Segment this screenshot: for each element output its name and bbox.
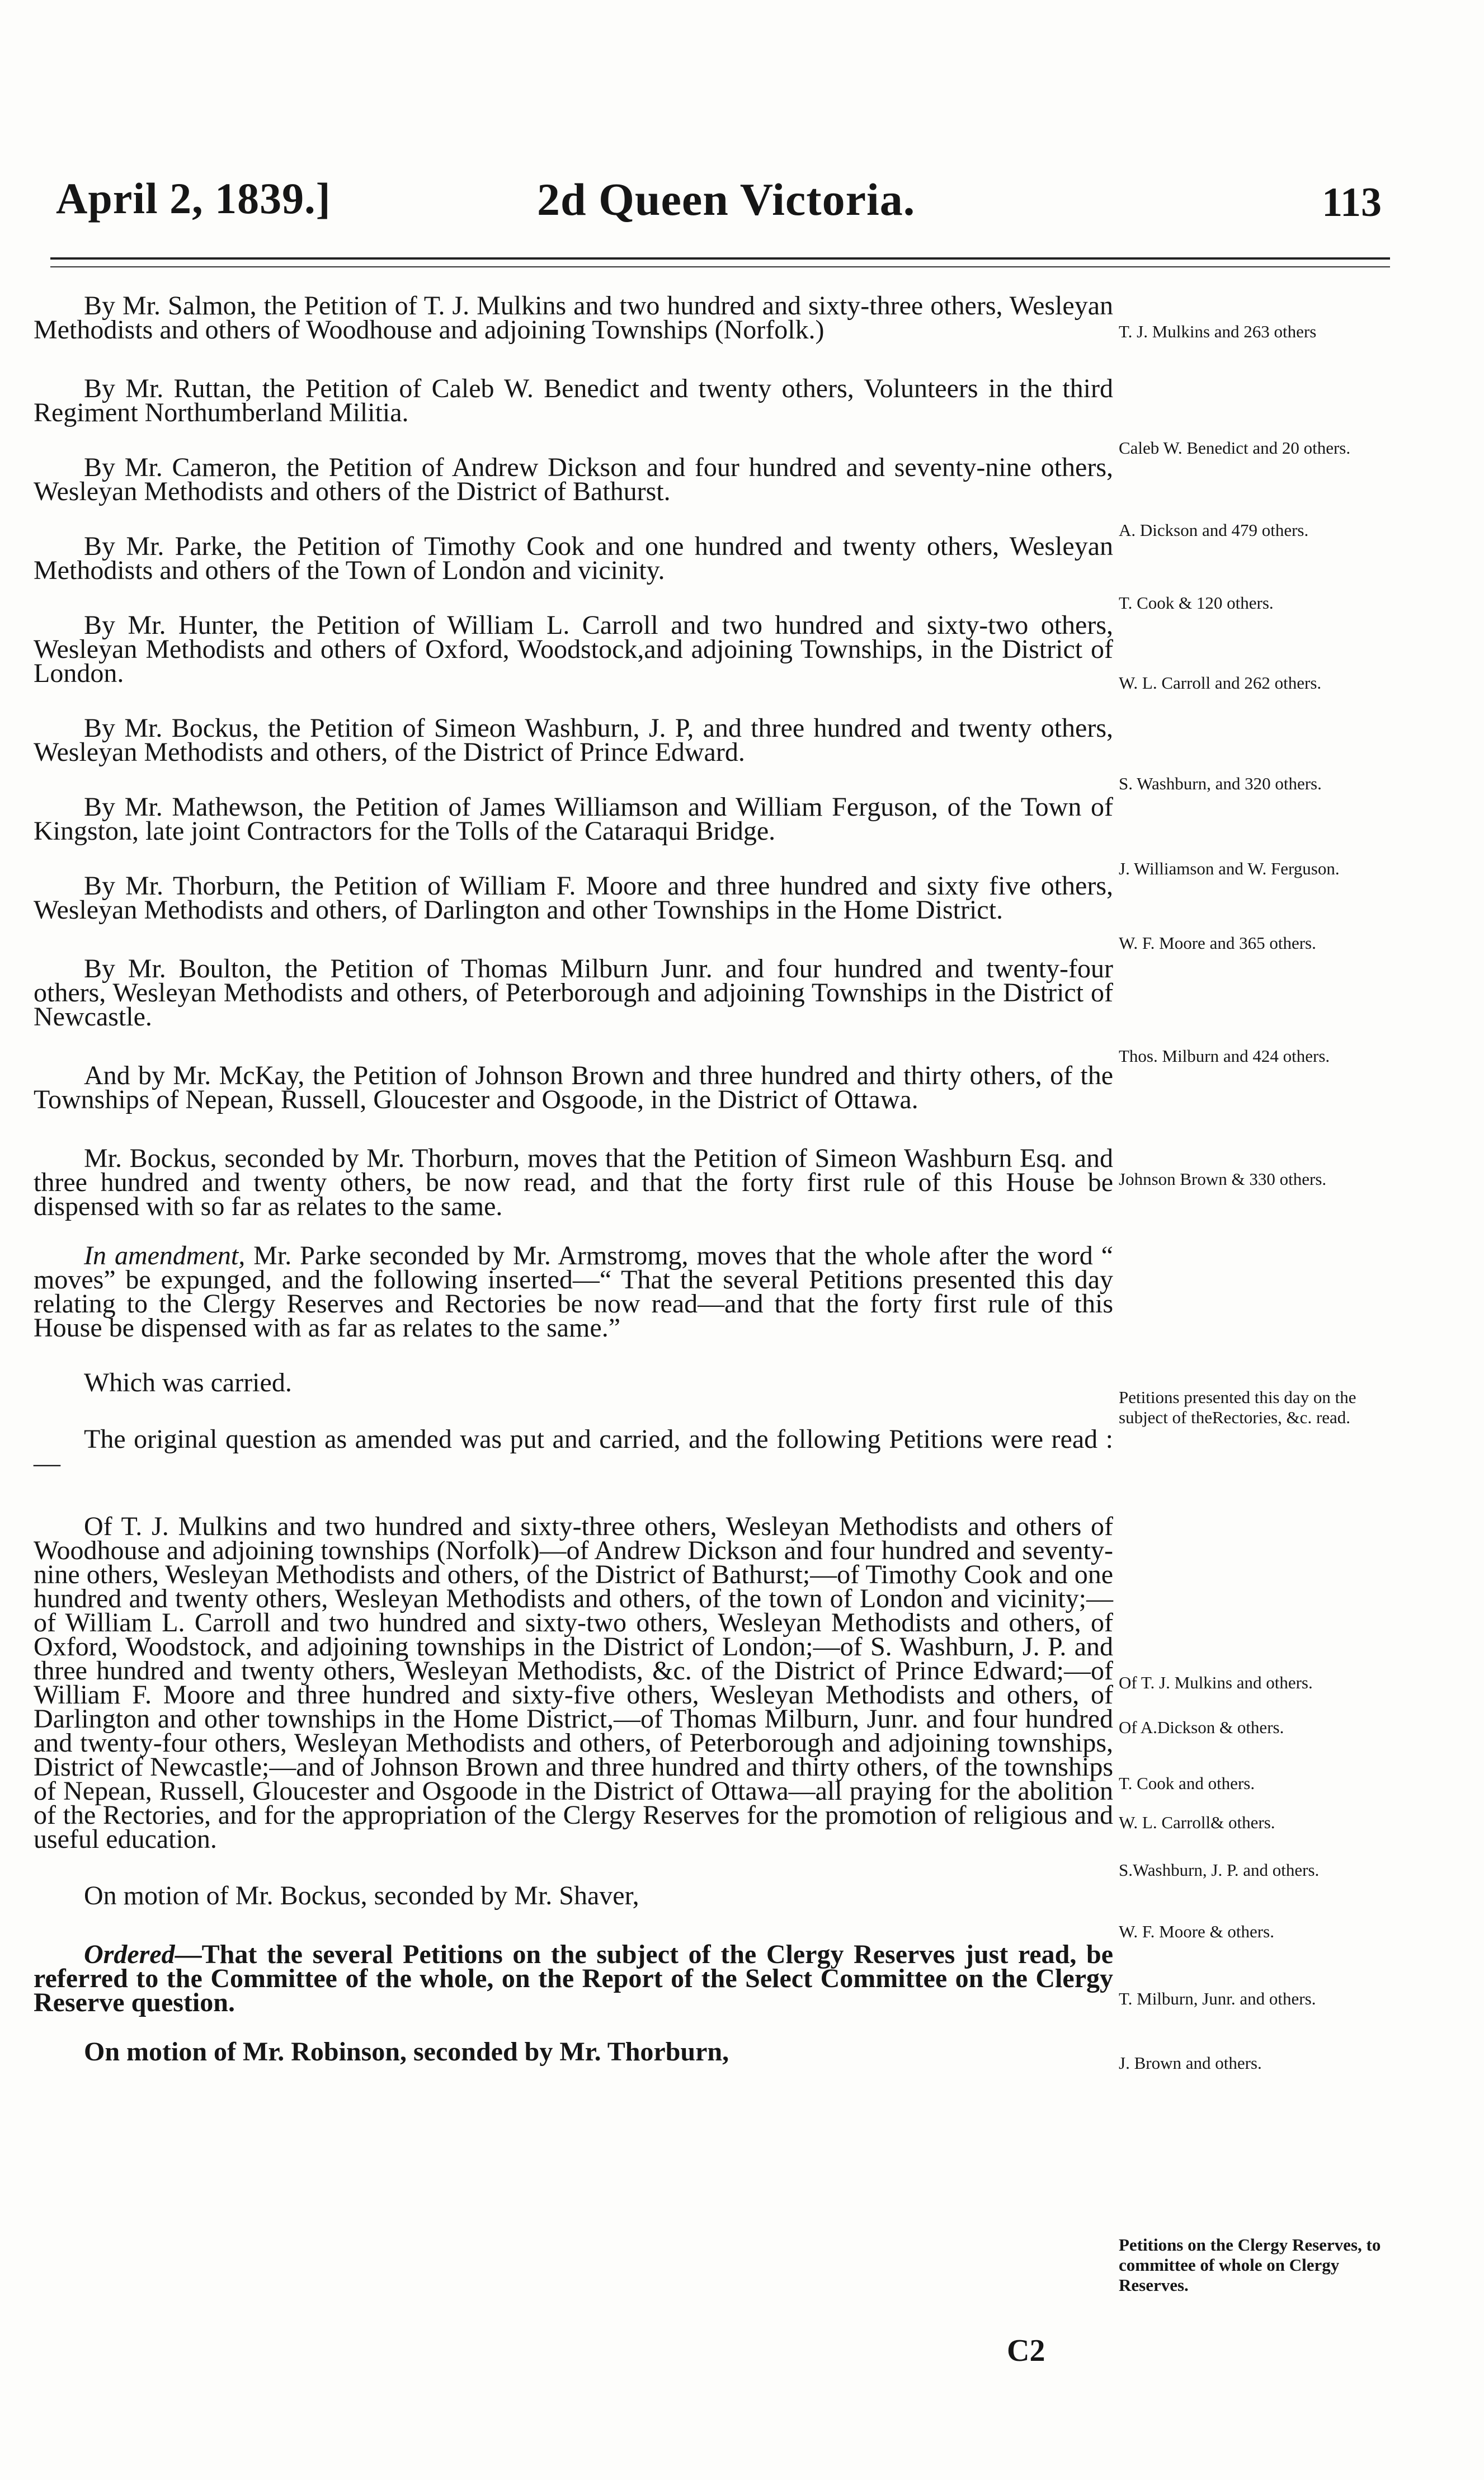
paragraph: By Mr. Salmon, the Petition of T. J. Mulkins and two hundred and sixty-three others, Wesleyan Methodists and others of Woodhouse and adjoining Townships (Norfolk.) bbox=[34, 291, 1113, 345]
paragraph: Mr. Bockus, seconded by Mr. Thorburn, moves that the Petition of Simeon Washburn Esq. and three hundred and twenty others, be now read, and that the forty first rule of this House be dispensed with so far as relates to the same. bbox=[34, 1143, 1113, 1221]
paragraph: By Mr. Ruttan, the Petition of Caleb W. Benedict and twenty others, Volunteers in the third Regiment Northumberland Militia. bbox=[34, 374, 1113, 427]
margin-note: W. L. Carroll and 262 others. bbox=[1119, 673, 1322, 693]
page-number: 113 bbox=[1322, 180, 1382, 225]
amendment-paragraph bbox=[34, 1241, 1113, 1343]
paragraph: On motion of Mr. Bockus, seconded by Mr. Shaver, bbox=[84, 1881, 639, 1910]
paragraph: And by Mr. McKay, the Petition of Johnson Brown and three hundred and thirty others, of the Townships of Nepean, Russell, Gloucester and Osgoode, in the District of Ottawa. bbox=[34, 1061, 1113, 1114]
margin-note: W. F. Moore & others. bbox=[1119, 1922, 1274, 1941]
main-text-column bbox=[34, 291, 1113, 2067]
margin-note: T. Cook and others. bbox=[1119, 1773, 1255, 1793]
margin-note: W. F. Moore and 365 others. bbox=[1119, 933, 1316, 953]
header-title: 2d Queen Victoria. bbox=[537, 174, 916, 225]
margin-note: S. Washburn, and 320 others. bbox=[1119, 774, 1322, 793]
margin-note: T. Cook & 120 others. bbox=[1119, 593, 1274, 613]
paragraph: By Mr. Cameron, the Petition of Andrew Dickson and four hundred and seventy-nine others, Wesleyan Methodists and others of the District of Bathurst. bbox=[34, 453, 1113, 506]
margin-note: J. Brown and others. bbox=[1119, 2053, 1262, 2073]
paragraph: By Mr. Boulton, the Petition of Thomas Milburn Junr. and four hundred and twenty-four others, Wesleyan Methodists and others, of Peterborough and adjoining Townships in the District of Newcastle. bbox=[34, 954, 1113, 1032]
margin-note: Petitions presented this day on the subject of theRectories, &c. read. bbox=[1119, 1387, 1356, 1427]
paragraph: By Mr. Parke, the Petition of Timothy Cook and one hundred and twenty others, Wesleyan Methodists and others of the Town of London and vicinity. bbox=[34, 531, 1113, 585]
paragraph: By Mr. Mathewson, the Petition of James Williamson and William Ferguson, of the Town of Kingston, late joint Contractors for the Tolls of the Cataraqui Bridge. bbox=[34, 792, 1113, 846]
margin-note: T. Milburn, Junr. and others. bbox=[1119, 1989, 1316, 2008]
margin-note: Of A.Dickson & others. bbox=[1119, 1717, 1284, 1737]
paragraph: The original question as amended was put and carried, and the following Petitions were read :— bbox=[34, 1424, 1113, 1478]
margin-note: Petitions on the Clergy Reserves, to committee of whole on Clergy Reserves. bbox=[1119, 2235, 1381, 2295]
amendment-text: Mr. Parke seconded by Mr. Armstromg, moves that the whole after the word “ moves” be expunged, and the following inserted—“ That the several Petitions presented this day relating to the Clergy Reserves and Rectories be now read—and that the forty first rule of this House be dispensed with as far as relates to the same.” bbox=[34, 1241, 1113, 1343]
page-header bbox=[50, 168, 1382, 241]
margin-note: A. Dickson and 479 others. bbox=[1119, 520, 1309, 540]
margin-note: T. J. Mulkins and 263 others bbox=[1119, 322, 1317, 341]
margin-note: Thos. Milburn and 424 others. bbox=[1119, 1046, 1330, 1066]
margin-note: S.Washburn, J. P. and others. bbox=[1119, 1860, 1320, 1880]
margin-note: W. L. Carroll& others. bbox=[1119, 1813, 1275, 1832]
header-rule-thin bbox=[50, 266, 1390, 267]
paragraph: By Mr. Bockus, the Petition of Simeon Washburn, J. P, and three hundred and twenty others, Wesleyan Methodists and others, of the District of Prince Edward. bbox=[34, 713, 1113, 767]
paragraph: By Mr. Thorburn, the Petition of William F. Moore and three hundred and sixty five others, Wesleyan Methodists and others, of Darlington and other Townships in the Home District. bbox=[34, 871, 1113, 925]
paragraph: Which was carried. bbox=[84, 1368, 292, 1397]
header-date: April 2, 1839.] bbox=[56, 174, 331, 223]
signature-mark: C2 bbox=[1007, 2333, 1045, 2368]
paragraph: By Mr. Hunter, the Petition of William L. Carroll and two hundred and sixty-two others, Wesleyan Methodists and others of Oxford, Woodstock,and adjoining Townships, in the District of London. bbox=[34, 610, 1113, 688]
petitions-list-paragraph: Of T. J. Mulkins and two hundred and sixty-three others, Wesleyan Methodists and others of Woodhouse and adjoining townships (Norfolk)—of Andrew Dickson and four hundred and seventy-nine others, Wesleyan Methodists and others, of the District of Bathurst;—of Timothy Cook and one hundred and twenty others, Wesleyan Methodists and others, of the town of London and vicinity;—of William L. Carroll and two hundred and sixty-two others, Wesleyan Methodists and others, of Oxford, Woodstock, and adjoining townships in the District of London;—of S. Washburn, J. P. and three hundred and twenty others, Wesleyan Methodists, &c. of the District of Prince Edward;—of William F. Moore and three hundred and sixty-five others, Wesleyan Methodists and others, of Darlington and other townships in the Home District,—of Thomas Milburn, Junr. and four hundred and twenty-four others, Wesleyan Methodists and others, of Peterborough and adjoining townships, District of Newcastle;—and of Johnson Brown and three hundred and thirty others, of the townships of Nepean, Russell, Gloucester and Osgoode in the District of Ottawa—all praying for the abolition of the Rectories, and for the appropriation of the Clergy Reserves for the promotion of religious and useful education. bbox=[34, 1512, 1113, 1854]
margin-note: Caleb W. Benedict and 20 others. bbox=[1119, 438, 1351, 458]
paragraph: On motion of Mr. Robinson, seconded by Mr. Thorburn, bbox=[84, 2037, 729, 2067]
ordered-lead: Ordered bbox=[84, 1940, 175, 1969]
header-rule-thick bbox=[50, 257, 1390, 260]
ordered-text: —That the several Petitions on the subject of the Clergy Reserves just read, be referred to the Committee of the whole, on the Report of the Select Committee on the Clergy Reserve question. bbox=[34, 1940, 1113, 2017]
amendment-lead: In amendment, bbox=[84, 1241, 246, 1270]
margin-note: J. Williamson and W. Ferguson. bbox=[1119, 859, 1340, 878]
margin-note: Johnson Brown & 330 others. bbox=[1119, 1169, 1327, 1189]
margin-note: Of T. J. Mulkins and others. bbox=[1119, 1673, 1313, 1692]
ordered-paragraph bbox=[34, 1942, 1113, 2015]
